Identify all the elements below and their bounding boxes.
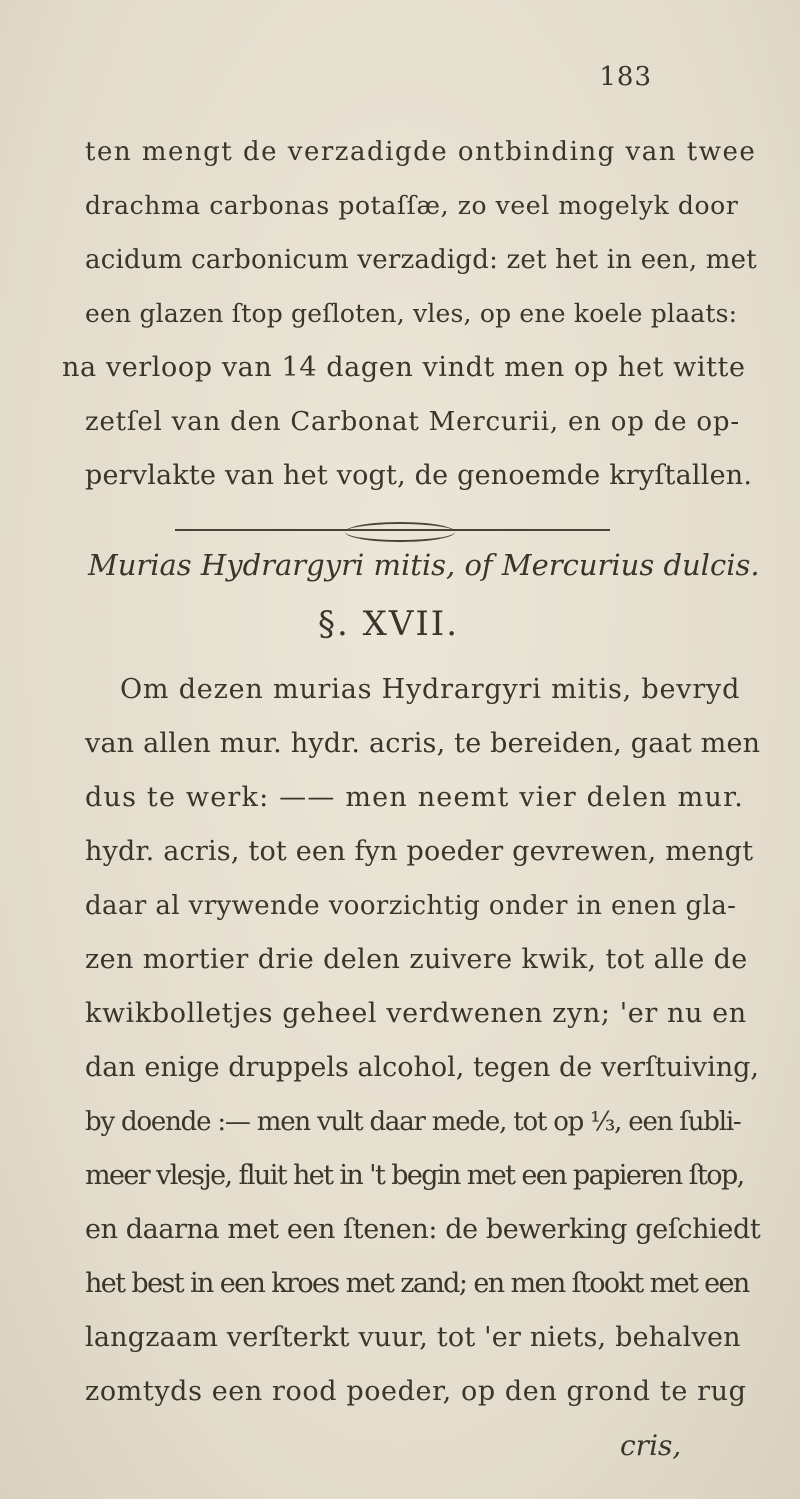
text-line: langzaam verſterkt vuur, tot 'er niets, behalven [85,1322,741,1353]
text-line: hydr. acris, tot een fyn poeder gevrewen, mengt [85,836,754,867]
text-line: na verloop van 14 dagen vindt men op het witte [62,352,746,383]
page-number: 183 [599,62,652,92]
text-line: ten mengt de verzadigde ontbinding van twee [85,137,757,167]
text-line: acidum carbonicum verzadigd: zet het in een, met [85,245,757,275]
text-line: meer vlesje, fluit het in 't begin met een papieren ſtop, [85,1160,744,1191]
text-line: kwikbolletjes geheel verdwenen zyn; 'er nu en [85,998,747,1029]
catchword: cris, [620,1429,682,1462]
text-line: een glazen ſtop geſloten, vles, op ene koele plaats: [85,299,738,328]
text-line: en daarna met een ſtenen: de bewerking geſchiedt [85,1214,761,1245]
text-line: daar al vrywende voorzichtig onder in enen gla- [85,891,737,921]
text-line: drachma carbonas potaſſæ, zo veel mogelyk door [85,191,739,220]
text-line: dan enige druppels alcohol, tegen de verſtuiving, [85,1052,760,1083]
text-line: zomtyds een rood poeder, op den grond te rug [85,1376,747,1407]
text-line: by doende :— men vult daar mede, tot op ⅓, een ſubli- [85,1107,741,1137]
text-line: pervlakte van het vogt, de genoemde kryſtallen. [85,460,753,491]
text-line: zen mortier drie delen zuivere kwik, tot alle de [85,944,748,975]
section-title: Murias Hydrargyri mitis, of Mercurius dulcis. [88,548,760,582]
section-number: §. XVII. [318,604,460,644]
text-line: van allen mur. hydr. acris, te bereiden, gaat men [85,728,761,759]
text-line: Om dezen murias Hydrargyri mitis, bevryd [120,674,741,705]
text-line: dus te werk: —— men neemt vier delen mur. [85,782,744,813]
text-line: het best in een kroes met zand; en men ſtookt met een [85,1268,749,1299]
ornamental-rule [175,520,610,540]
text-line: zetſel van den Carbonat Mercurii, en op de op- [85,407,740,437]
